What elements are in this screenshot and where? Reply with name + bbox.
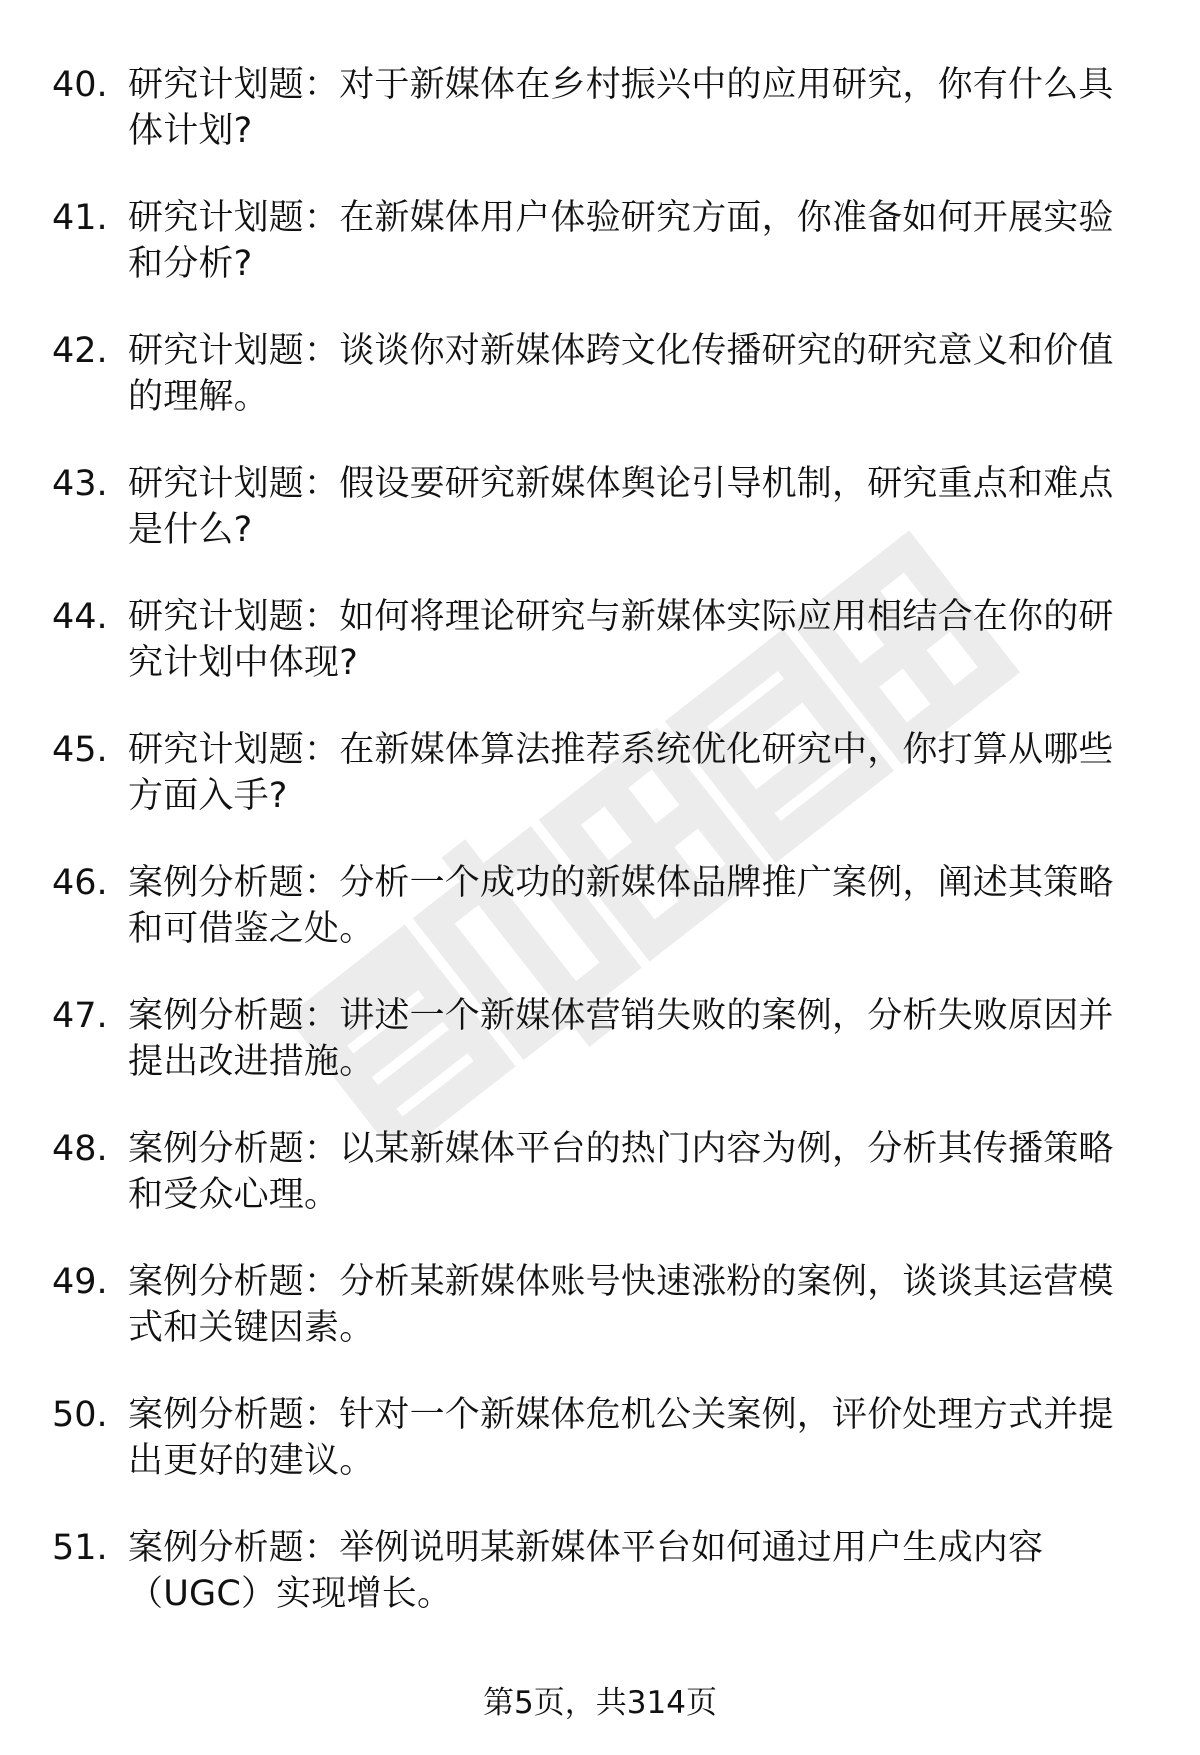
question-number: 50. [52,1395,108,1435]
question-list [0,62,1200,1658]
question-text: 案例分析题：以某新媒体平台的热门内容为例，分析其传播策略和受众心理。 [128,1129,1114,1215]
question-number: 47. [52,996,108,1036]
question-number: 49. [52,1262,108,1302]
question-text: 案例分析题：分析一个成功的新媒体品牌推广案例，阐述其策略和可借鉴之处。 [128,863,1114,949]
question-number: 41. [52,198,108,238]
question-number: 46. [52,863,108,903]
question-number: 45. [52,730,108,770]
question-item [0,1259,1200,1392]
question-text: 研究计划题：在新媒体用户体验研究方面，你准备如何开展实验和分析? [128,198,1114,284]
question-text: 案例分析题：举例说明某新媒体平台如何通过用户生成内容（UGC）实现增长。 [128,1528,1044,1614]
question-text: 研究计划题：如何将理论研究与新媒体实际应用相结合在你的研究计划中体现? [128,597,1114,683]
question-text: 研究计划题：在新媒体算法推荐系统优化研究中，你打算从哪些方面入手? [128,730,1114,816]
question-text: 研究计划题：谈谈你对新媒体跨文化传播研究的研究意义和价值的理解。 [128,331,1114,417]
question-item [0,1392,1200,1525]
question-text: 案例分析题：讲述一个新媒体营销失败的案例，分析失败原因并提出改进措施。 [128,996,1114,1082]
question-item [0,727,1200,860]
question-number: 42. [52,331,108,371]
question-item [0,328,1200,461]
question-text: 案例分析题：针对一个新媒体危机公关案例，评价处理方式并提出更好的建议。 [128,1395,1114,1481]
question-item [0,993,1200,1126]
question-number: 43. [52,464,108,504]
question-text: 研究计划题：对于新媒体在乡村振兴中的应用研究，你有什么具体计划? [128,65,1114,151]
question-item [0,461,1200,594]
question-number: 44. [52,597,108,637]
question-text: 案例分析题：分析某新媒体账号快速涨粉的案例，谈谈其运营模式和关键因素。 [128,1262,1114,1348]
question-item [0,1126,1200,1259]
question-number: 51. [52,1528,108,1568]
question-text: 研究计划题：假设要研究新媒体舆论引导机制，研究重点和难点是什么? [128,464,1114,550]
question-number: 48. [52,1129,108,1169]
question-item [0,594,1200,727]
question-number: 40. [52,65,108,105]
page-number-footer: 第5页，共314页 [483,1685,717,1721]
question-item [0,62,1200,195]
question-item [0,860,1200,993]
question-item [0,1525,1200,1658]
question-item [0,195,1200,328]
